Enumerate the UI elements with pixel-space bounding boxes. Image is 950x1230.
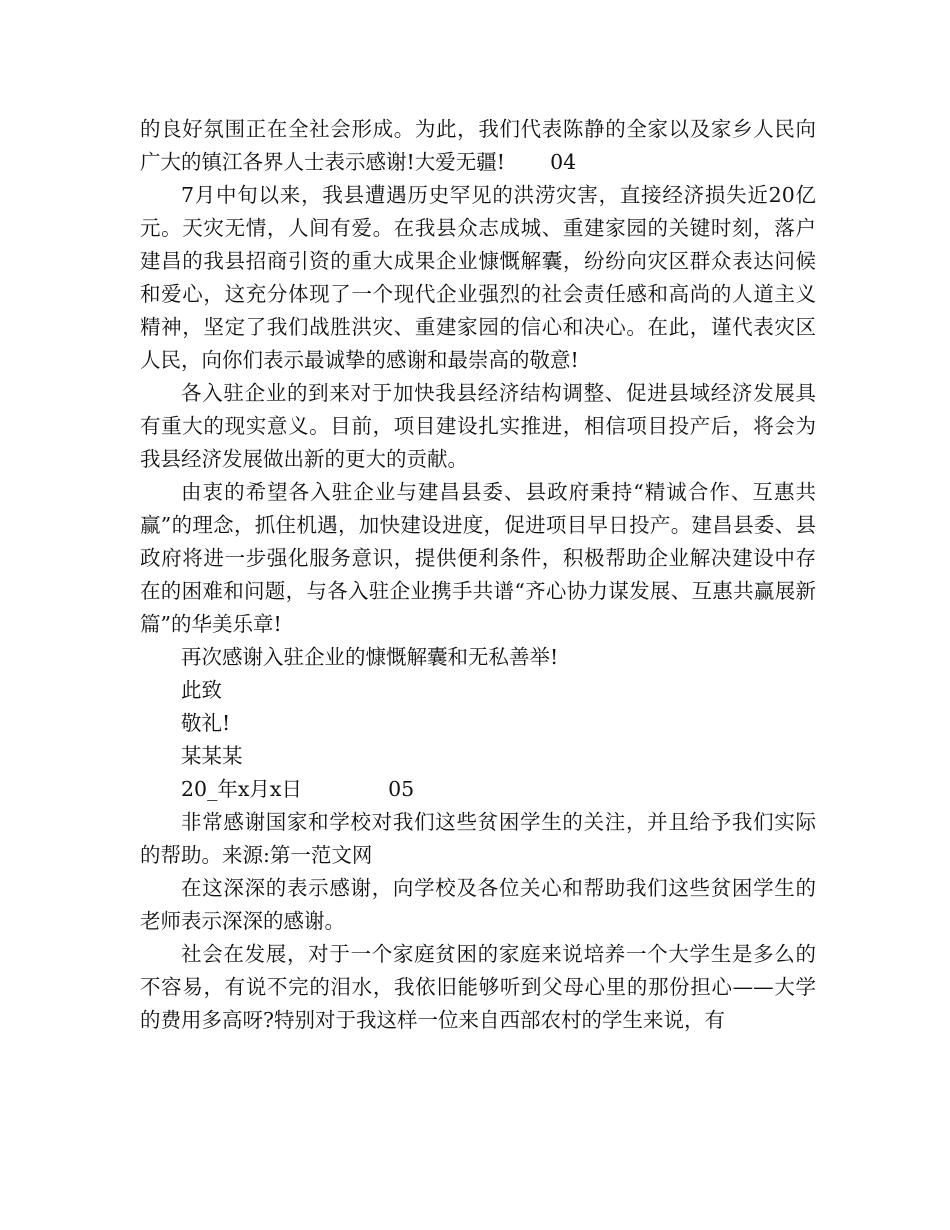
closing-salutation: 此致 <box>181 678 222 702</box>
paragraph-6: 非常感谢国家和学校对我们这些贫困学生的关注，并且给予我们实际的帮助。来源:第一范文网 <box>140 810 816 867</box>
paragraph-8: 社会在发展，对于一个家庭贫困的家庭来说培养一个大学生是多么的不容易，有说不完的泪水，我依旧能够听到父母心里的那份担心——大学的费用多高呀?特别对于我这样一位来自西部农村的学生来说，有 <box>140 942 816 1032</box>
paragraph-3: 各入驻企业的到来对于加快我县经济结构调整、促进县域经济发展具有重大的现实意义。目前，项目建设扎实推进，相信项目投产后，将会为我县经济发展做出新的更大的贡献。 <box>140 381 816 471</box>
paragraph-4: 由衷的希望各入驻企业与建昌县委、县政府秉持“精诚合作、互惠共赢”的理念，抓住机遇，加快建设进度，促进项目早日投产。建昌县委、县政府将进一步强化服务意识，提供便利条件，积极帮助企业解决建设中存在的困难和问题，与各入驻企业携手共谱“齐心协力谋发展、互惠共赢展新篇”的华美乐章! <box>140 480 816 636</box>
signature-date: 20_年x月x日 <box>181 777 302 801</box>
signature-name: 某某某 <box>181 744 243 768</box>
document-body <box>140 113 816 1037</box>
signature-date-line <box>140 773 816 806</box>
paragraph-7: 在这深深的表示感谢，向学校及各位关心和帮助我们这些贫困学生的老师表示深深的感谢。 <box>140 876 816 933</box>
paragraph-2: 7月中旬以来，我县遭遇历史罕见的洪涝灾害，直接经济损失近20亿元。天灾无情，人间有爱。在我县众志成城、重建家园的关键时刻，落户建昌的我县招商引资的重大成果企业慷慨解囊，纷纷向灾区群众表达问候和爱心，这充分体现了一个现代企业强烈的社会责任感和高尚的人道主义精神，坚定了我们战胜洪灾、重建家园的信心和决心。在此，谨代表灾区人民，向你们表示最诚挚的感谢和最崇高的敬意! <box>140 183 816 372</box>
page-number: 04 <box>550 150 577 174</box>
paragraph-1 <box>140 113 816 179</box>
page-number: 05 <box>388 777 415 801</box>
paragraph-5: 再次感谢入驻企业的慷慨解囊和无私善举! <box>181 645 559 669</box>
paragraph-text: 的良好氛围正在全社会形成。为此，我们代表陈静的全家以及家乡人民向广大的镇江各界人士表示感谢!大爱无疆! <box>140 117 816 174</box>
closing-regards: 敬礼! <box>181 711 231 735</box>
